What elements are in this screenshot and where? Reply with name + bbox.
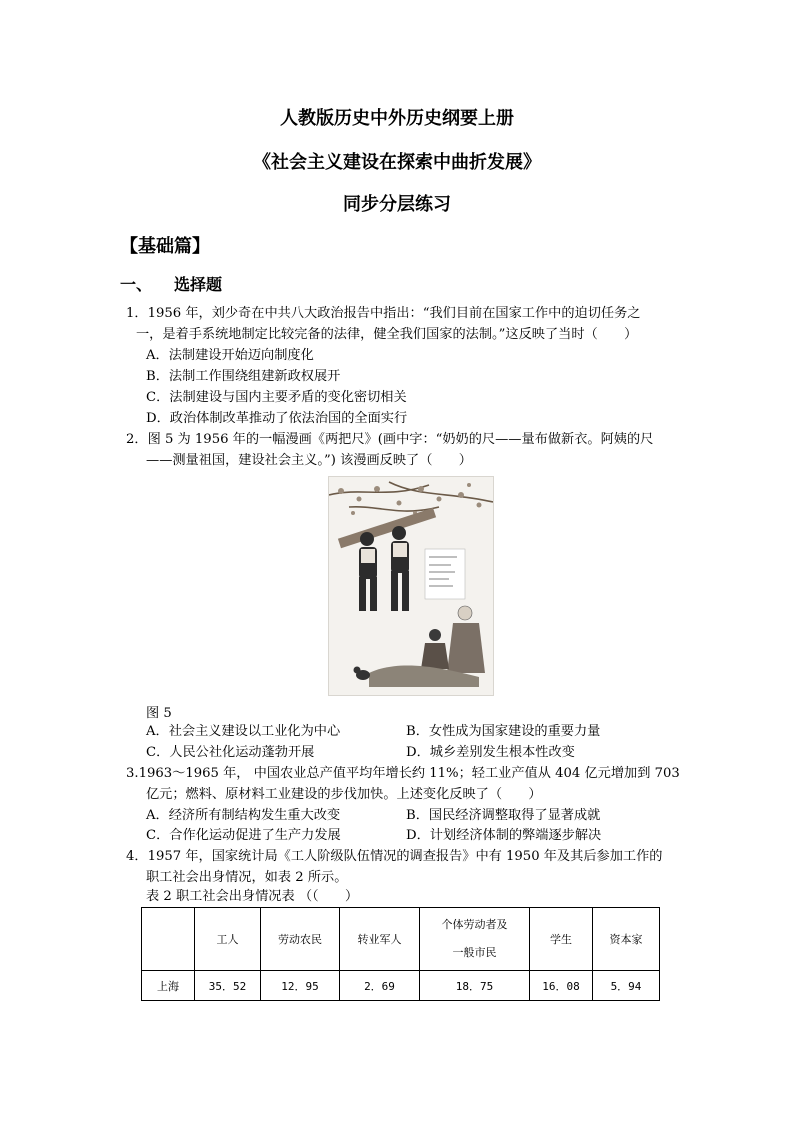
table-header-cell: 转业军人 xyxy=(340,908,420,971)
section-heading-basic: 【基础篇】 xyxy=(120,236,210,257)
table-header-line: 个体劳动者及 xyxy=(441,918,508,931)
figure-5-caption: 图 5 xyxy=(146,706,172,721)
subsection-label: 选择题 xyxy=(174,275,223,294)
question-2-line-2: ——测量祖国，建设社会主义。”) 该漫画反映了（ ） xyxy=(146,453,472,468)
cartoon-illustration xyxy=(329,477,493,695)
question-3-option-b: B．国民经济调整取得了显著成就 xyxy=(406,808,601,823)
question-2-option-b: B．女性成为国家建设的重要力量 xyxy=(406,724,601,739)
table-cell: 5．94 xyxy=(593,971,660,1001)
table-header-line: 一般市民 xyxy=(452,946,497,959)
question-4-line-2: 职工社会出身情况，如表 2 所示。 xyxy=(146,870,348,885)
question-1-option-d: D．政治体制改革推动了依法治国的全面实行 xyxy=(146,411,408,426)
table-header-cell xyxy=(142,908,195,971)
question-2-option-a: A．社会主义建设以工业化为中心 xyxy=(146,724,341,739)
question-1-line-2: 一，是着手系统地制定比较完备的法律，健全我们国家的法制。”这反映了当时（ ） xyxy=(136,327,638,342)
question-1-option-c: C．法制建设与国内主要矛盾的变化密切相关 xyxy=(146,390,407,405)
table-header-cell: 工人 xyxy=(195,908,261,971)
subsection-heading xyxy=(120,272,222,295)
table-cell: 12．95 xyxy=(261,971,340,1001)
question-1-line-1: 1．1956 年，刘少奇在中共八大政治报告中指出：“我们目前在国家工作中的迫切任务之 xyxy=(126,306,641,321)
document-title: 人教版历史中外历史纲要上册 xyxy=(280,108,514,129)
question-2-option-c: C．人民公社化运动蓬勃开展 xyxy=(146,745,315,760)
question-2-option-d: D．城乡差别发生根本性改变 xyxy=(406,745,575,760)
cartoon-two-rulers-image xyxy=(328,476,494,696)
question-1-option-b: B．法制工作围绕组建新政权展开 xyxy=(146,369,341,384)
lesson-title: 《社会主义建设在探索中曲折发展》 xyxy=(253,152,541,173)
table-header-row xyxy=(142,908,660,971)
question-3-option-a: A．经济所有制结构发生重大改变 xyxy=(146,808,341,823)
table-header-cell: 劳动农民 xyxy=(261,908,340,971)
question-3-option-c: C．合作化运动促进了生产力发展 xyxy=(146,828,341,843)
table-header-cell: 资本家 xyxy=(593,908,660,971)
table-cell: 18．75 xyxy=(420,971,530,1001)
question-3-line-2: 亿元；燃料、原材料工业建设的步伐加快。上述变化反映了（ ） xyxy=(146,787,542,802)
origin-table xyxy=(141,907,660,1001)
table-cell: 上海 xyxy=(142,971,195,1001)
table-cell: 16．08 xyxy=(530,971,593,1001)
question-4-line-1: 4．1957 年，国家统计局《工人阶级队伍情况的调查报告》中有 1950 年及其后参加工作的 xyxy=(126,849,663,864)
subsection-number: 一、 xyxy=(120,275,153,294)
question-2-line-1: 2．图 5 为 1956 年的一幅漫画《两把尺》(画中字：“奶奶的尺——量布做新衣。阿姨的尺 xyxy=(126,432,654,447)
table-cell: 2．69 xyxy=(340,971,420,1001)
question-3-line-1: 3.1963～1965 年， 中国农业总产值平均年增长约 11%；轻工业产值从 404 亿元增加到 703 xyxy=(126,766,680,781)
exercise-subtitle: 同步分层练习 xyxy=(343,194,451,215)
question-1-option-a: A．法制建设开始迈向制度化 xyxy=(146,348,314,363)
table-cell: 35．52 xyxy=(195,971,261,1001)
question-3-option-d: D．计划经济体制的弊端逐步解决 xyxy=(406,828,602,843)
table-header-cell xyxy=(420,908,530,971)
table-2-caption: 表 2 职工社会出身情况表 （（ ） xyxy=(146,889,359,904)
table-header-cell: 学生 xyxy=(530,908,593,971)
table-row xyxy=(142,971,660,1001)
